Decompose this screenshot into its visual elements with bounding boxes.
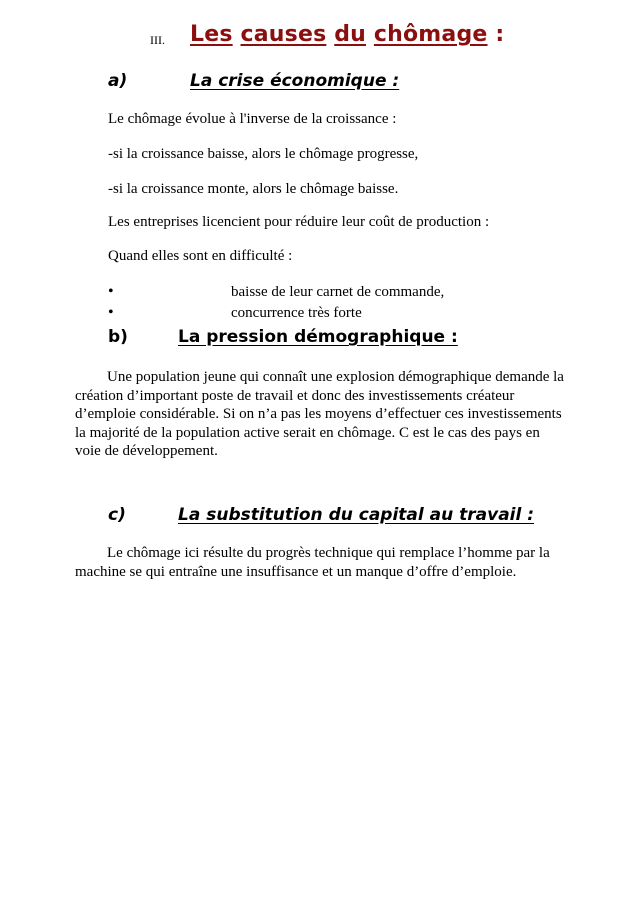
- section-c-heading: La substitution du capital au travail :: [178, 505, 535, 525]
- title-numeral: III.: [150, 33, 165, 47]
- section-b-letter: b): [108, 327, 128, 347]
- title-word-1: Les: [190, 22, 233, 47]
- bullet-icon: •: [108, 304, 114, 321]
- section-c-letter: c): [108, 505, 126, 525]
- title-colon: :: [495, 22, 505, 47]
- page-title: [190, 22, 504, 47]
- section-a-line-1: Le chômage évolue à l'inverse de la croissance :: [108, 111, 397, 127]
- section-c-paragraph: Le chômage ici résulte du progrès technique qui remplace l’homme par la machine se qui entraîne une insuffisance et un manque d’offre d’emploie.: [75, 545, 550, 580]
- section-a-heading: La crise économique :: [190, 71, 400, 91]
- section-a-line-3: -si la croissance monte, alors le chômage baisse.: [108, 181, 399, 197]
- section-a-line-4: Les entreprises licencient pour réduire leur coût de production :: [108, 214, 490, 230]
- section-a-line-5: Quand elles sont en difficulté :: [108, 248, 293, 264]
- bullet-item-1: baisse de leur carnet de commande,: [231, 284, 445, 300]
- title-word-4: chômage: [373, 22, 488, 47]
- section-b-paragraph: Une population jeune qui connaît une explosion démographique demande la création d’important poste de travail et donc des investissements créateur d’emploie considérable. Si on n’a pas les moyens d’effectuer ces investissements la majorité de la population active serait en chômage. C est le cas des pays en voie de développement.: [75, 369, 564, 459]
- bullet-icon: •: [108, 283, 114, 300]
- bullet-item-2: concurrence très forte: [231, 305, 362, 321]
- title-word-3: du: [334, 22, 367, 47]
- section-b-heading: La pression démographique :: [178, 327, 458, 347]
- title-word-2: causes: [240, 22, 327, 47]
- section-a-letter: a): [108, 71, 128, 91]
- section-a-line-2: -si la croissance baisse, alors le chômage progresse,: [108, 146, 419, 162]
